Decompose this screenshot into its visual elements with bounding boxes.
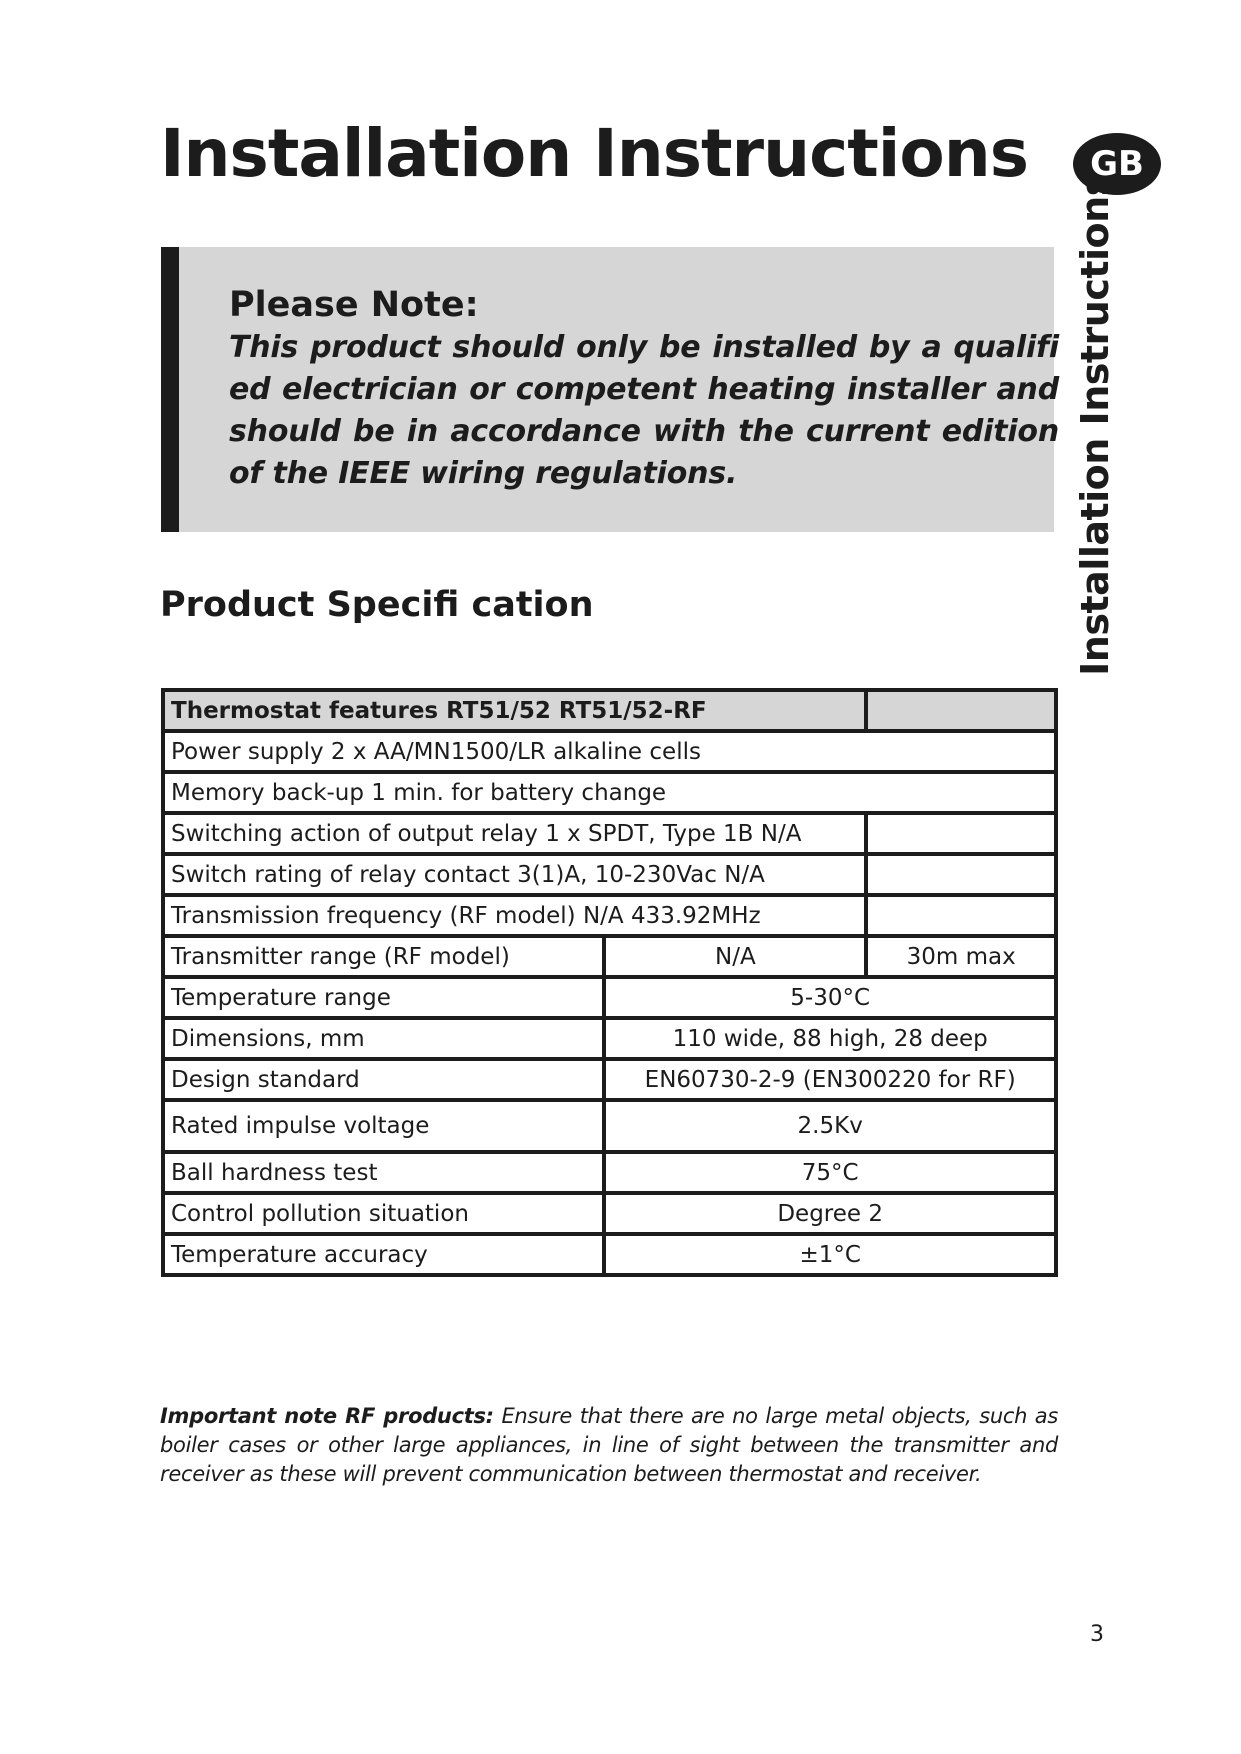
- page-number: 3: [1090, 1622, 1104, 1647]
- section-title: Product Specifi cation: [160, 585, 594, 625]
- table-value-rf: 30m max: [866, 936, 1056, 977]
- table-row: [163, 1234, 1056, 1275]
- table-row-label: Ball hardness test: [163, 1152, 604, 1193]
- table-row-label: Temperature range: [163, 977, 604, 1018]
- table-cell: Switching action of output relay 1 x SPDT, Type 1B N/A: [163, 813, 866, 854]
- table-row: [163, 1193, 1056, 1234]
- table-header-empty-cell: [866, 690, 1056, 731]
- table-row-value: 110 wide, 88 high, 28 deep: [604, 1018, 1056, 1059]
- table-header-row: [163, 690, 1056, 731]
- note-box: [161, 247, 1059, 532]
- table-cell: Switch rating of relay contact 3(1)A, 10-230Vac N/A: [163, 854, 866, 895]
- table-cell: Transmission frequency (RF model) N/A 433.92MHz: [163, 895, 866, 936]
- language-badge: GB: [1073, 133, 1161, 195]
- page-title: Installation Instructions: [160, 115, 1028, 192]
- table-row: [163, 1059, 1056, 1100]
- note-body: This product should only be installed by a qualifi ed electrician or competent heating installer and should be in accordance with the current edition of the IEEE wiring regulations.: [229, 330, 1059, 491]
- important-note-lead: Important note RF products:: [160, 1404, 494, 1428]
- table-row-value: 5-30°C: [604, 977, 1056, 1018]
- table-cell: Memory back-up 1 min. for battery change: [163, 772, 1056, 813]
- table-row-label: Dimensions, mm: [163, 1018, 604, 1059]
- table-row: [163, 854, 1056, 895]
- table-row-value: EN60730-2-9 (EN300220 for RF): [604, 1059, 1056, 1100]
- table-row-value: ±1°C: [604, 1234, 1056, 1275]
- table-value-rt51: N/A: [604, 936, 866, 977]
- table-row-value: Degree 2: [604, 1193, 1056, 1234]
- table-cell: Power supply 2 x AA/MN1500/LR alkaline cells: [163, 731, 1056, 772]
- important-note: [160, 1402, 1058, 1489]
- table-row-label: Temperature accuracy: [163, 1234, 604, 1275]
- table-row: [163, 1018, 1056, 1059]
- table-row: [163, 731, 1056, 772]
- table-row-label: Design standard: [163, 1059, 604, 1100]
- table-row-label: Control pollution situation: [163, 1193, 604, 1234]
- table-row-label: Transmitter range (RF model): [163, 936, 604, 977]
- table-row: [163, 813, 1056, 854]
- spec-table: [161, 688, 1058, 1277]
- side-tab-label: Installation Instructions: [1073, 174, 1117, 676]
- table-empty-cell: [866, 813, 1056, 854]
- note-heading: Please Note:: [229, 285, 479, 325]
- table-row: [163, 1152, 1056, 1193]
- table-row-value: 75°C: [604, 1152, 1056, 1193]
- table-row-value: 2.5Kv: [604, 1100, 1056, 1152]
- table-row: [163, 895, 1056, 936]
- table-empty-cell: [866, 895, 1056, 936]
- table-row: [163, 772, 1056, 813]
- table-row: [163, 977, 1056, 1018]
- important-note-text: Ensure that there are no large metal objects, such as boiler cases or other large appliances, in line of sight between the transmitter and receiver as these will prevent communication between thermostat and receiver.: [160, 1404, 1059, 1486]
- table-row: [163, 1100, 1056, 1152]
- table-row-label: Rated impulse voltage: [163, 1100, 604, 1152]
- table-row: [163, 936, 1056, 977]
- table-header-cell: Thermostat features RT51/52 RT51/52-RF: [163, 690, 866, 731]
- table-empty-cell: [866, 854, 1056, 895]
